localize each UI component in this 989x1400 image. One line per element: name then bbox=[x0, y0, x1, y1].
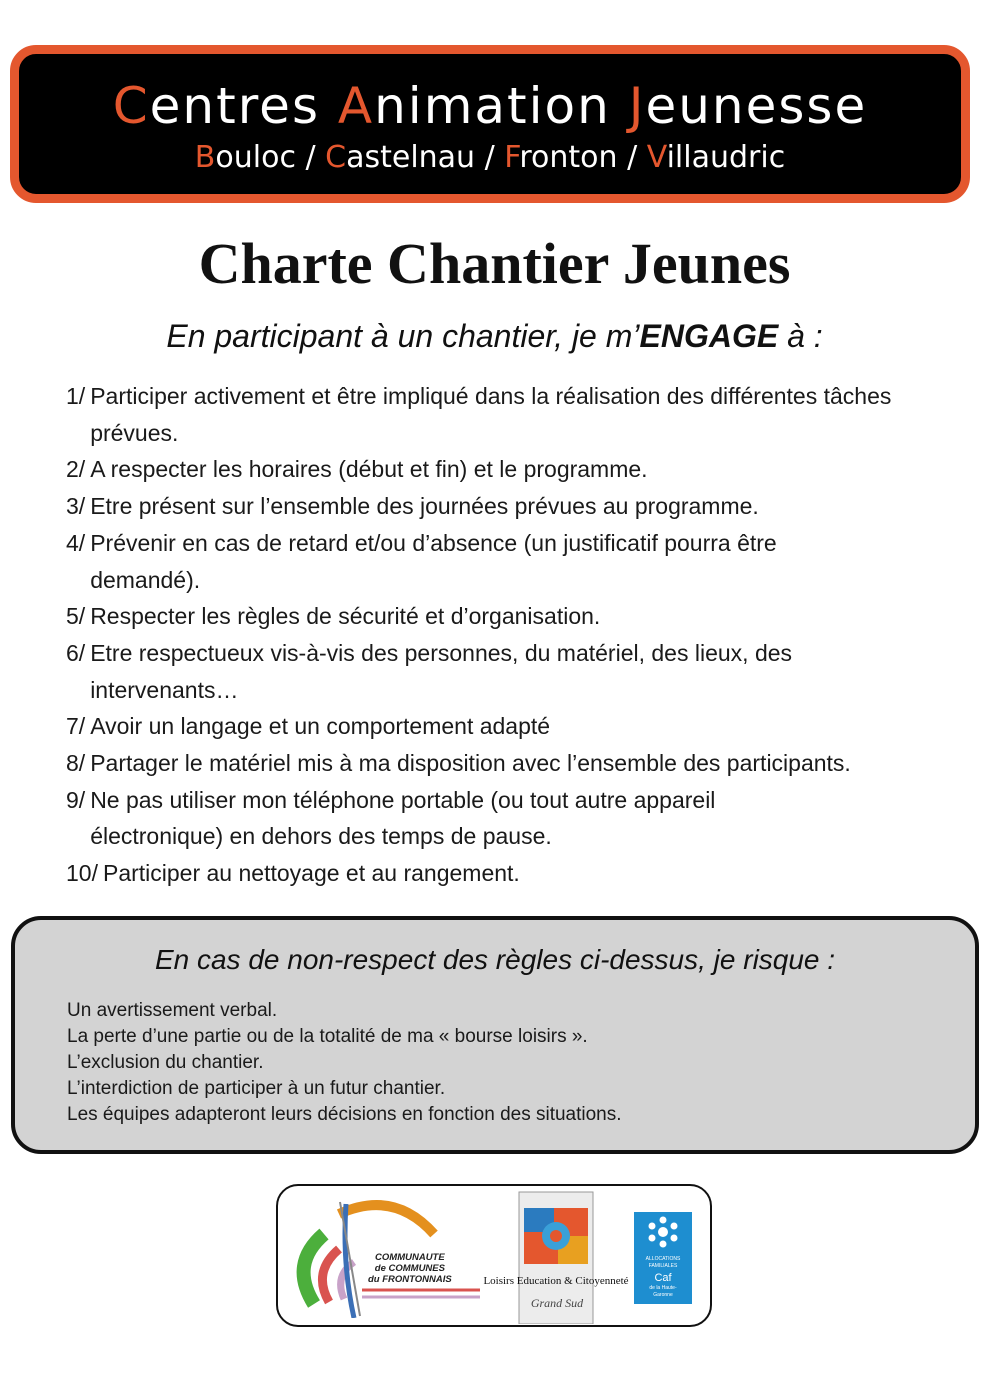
caf-line: de la Haute- bbox=[649, 1285, 677, 1291]
rule-number: 10/ bbox=[66, 860, 98, 887]
sanctions-title: En cas de non-respect des règles ci-dessus, je risque : bbox=[154, 944, 836, 975]
intro-text: En participant à un chantier, je m’ bbox=[166, 318, 640, 354]
sanction-item: L’interdiction de participer à un futur chantier. bbox=[67, 1078, 446, 1099]
rule-text: Respecter les règles de sécurité et d’organisation. bbox=[90, 603, 601, 630]
sanction-item: Les équipes adapteront leurs décisions en fonction des situations. bbox=[67, 1104, 622, 1125]
caf-line: FAMILIALES bbox=[648, 1263, 678, 1269]
sanction-item: Un avertissement verbal. bbox=[67, 1000, 278, 1021]
rule-text: A respecter les horaires (début et fin) et le programme. bbox=[90, 456, 648, 483]
engagement-intro bbox=[0, 314, 989, 358]
loisirs-education-caption: Loisirs Education & Citoyenneté bbox=[483, 1275, 629, 1287]
intro-emphasis: ENGAGE bbox=[639, 318, 779, 354]
site-initial: F bbox=[504, 140, 520, 175]
cc-line: de COMMUNES bbox=[374, 1263, 445, 1274]
caf-logo bbox=[634, 1212, 692, 1304]
site-name: ouloc bbox=[215, 140, 296, 175]
rules-list bbox=[66, 378, 946, 892]
rule-text: Participer au nettoyage et au rangement. bbox=[102, 860, 520, 887]
rule-text: Partager le matériel mis à ma disposition avec l’ensemble des participants. bbox=[90, 750, 851, 777]
loisirs-education-subtitle: Grand Sud bbox=[530, 1296, 584, 1310]
header-banner bbox=[10, 45, 970, 203]
rule-number: 7/ bbox=[66, 713, 86, 740]
site-separator: / bbox=[295, 140, 326, 175]
rule-item bbox=[66, 745, 946, 782]
rule-number: 4/ bbox=[66, 529, 86, 556]
rule-text: Prévenir en cas de retard et/ou d’absence (un justificatif pourra être demandé). bbox=[90, 529, 777, 593]
site-initial: V bbox=[646, 140, 667, 175]
site-name: illaudric bbox=[666, 140, 786, 175]
rule-item bbox=[66, 782, 946, 855]
site-initial: B bbox=[194, 140, 216, 175]
cc-line: du FRONTONNAIS bbox=[368, 1274, 452, 1285]
caf-text bbox=[634, 1256, 692, 1299]
sanction-item: La perte d’une partie ou de la totalité de ma « bourse loisirs ». bbox=[67, 1026, 588, 1047]
rule-number: 1/ bbox=[66, 383, 86, 409]
intro-text-end: à : bbox=[778, 318, 823, 354]
cc-line: COMMUNAUTE bbox=[375, 1252, 445, 1263]
rule-item bbox=[66, 451, 946, 488]
title-word: nimation bbox=[374, 77, 629, 135]
communaute-communes-text bbox=[368, 1252, 452, 1285]
rule-item bbox=[66, 378, 946, 451]
rule-item bbox=[66, 708, 946, 745]
caf-line: ALLOCATIONS bbox=[645, 1256, 681, 1262]
site-separator: / bbox=[475, 140, 505, 175]
title-initial: A bbox=[337, 77, 375, 135]
site-separator: / bbox=[617, 140, 647, 175]
rule-number: 2/ bbox=[66, 456, 86, 483]
title-initial: C bbox=[112, 77, 150, 135]
rule-text: Ne pas utiliser mon téléphone portable (ou tout autre appareil électronique) en dehors des temps de pause. bbox=[90, 786, 716, 850]
rule-number: 8/ bbox=[66, 750, 86, 777]
caf-line: Garonne bbox=[653, 1292, 673, 1298]
caf-snowflake-icon bbox=[634, 1212, 692, 1254]
rule-item bbox=[66, 488, 946, 525]
site-name: ronton bbox=[519, 140, 618, 175]
rule-number: 9/ bbox=[66, 786, 86, 813]
rule-text: Etre présent sur l’ensemble des journées prévues au programme. bbox=[90, 493, 759, 520]
sanctions-box bbox=[11, 916, 979, 1154]
document-title: Charte Chantier Jeunes bbox=[198, 231, 791, 296]
organization-sites bbox=[19, 140, 961, 176]
sanction-item: L’exclusion du chantier. bbox=[67, 1052, 264, 1073]
rule-item bbox=[66, 598, 946, 635]
sanctions-list bbox=[67, 998, 622, 1128]
title-word: entres bbox=[149, 77, 338, 135]
rule-item bbox=[66, 855, 946, 892]
site-name: astelnau bbox=[346, 140, 476, 175]
rule-number: 6/ bbox=[66, 639, 86, 666]
title-initial: J bbox=[628, 77, 646, 135]
rule-item bbox=[66, 635, 946, 708]
rule-number: 3/ bbox=[66, 493, 86, 520]
caf-name: Caf bbox=[654, 1272, 672, 1284]
rule-text: Participer activement et être impliqué dans la réalisation des différentes tâches prévues. bbox=[90, 383, 892, 446]
organization-title bbox=[19, 76, 961, 136]
site-initial: C bbox=[325, 140, 347, 175]
partner-logos bbox=[276, 1184, 712, 1327]
rule-text: Avoir un langage et un comportement adapté bbox=[90, 713, 551, 740]
rule-item bbox=[66, 525, 946, 598]
title-word: eunesse bbox=[645, 77, 868, 135]
rule-text: Etre respectueux vis-à-vis des personnes, du matériel, des lieux, des intervenants… bbox=[90, 639, 793, 703]
rule-number: 5/ bbox=[66, 603, 86, 630]
loisirs-education-logo bbox=[482, 1190, 630, 1324]
communaute-communes-logo bbox=[284, 1194, 484, 1318]
